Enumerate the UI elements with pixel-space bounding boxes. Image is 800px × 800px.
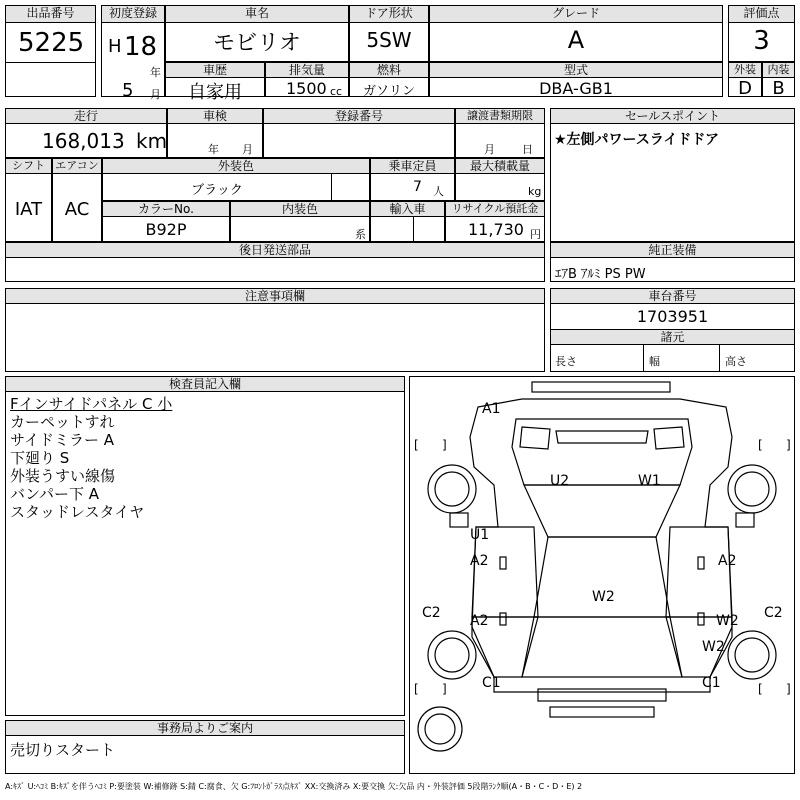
- mark-u1: U1: [470, 527, 490, 543]
- inspector-note: カーペットすれ: [10, 413, 115, 431]
- capacity-unit: 人: [433, 185, 444, 198]
- office-notice-value: 売切りスタート: [10, 741, 116, 759]
- transfer-month-unit: 月: [484, 143, 495, 156]
- later-parts-label: 後日発送部品: [6, 243, 544, 258]
- score-box: [728, 5, 795, 62]
- svg-text:[: [: [414, 682, 419, 696]
- right-rear-handle: [698, 613, 704, 625]
- history-box: [165, 62, 265, 103]
- interior-box: [762, 62, 795, 97]
- displacement-unit: cc: [330, 85, 343, 98]
- exterior-box: [728, 62, 762, 97]
- interior-color-label: 内装色: [231, 202, 369, 217]
- capacity-box: [370, 158, 455, 201]
- inspector-notes-list: [10, 395, 172, 521]
- transfer-day-unit: 日: [522, 143, 533, 156]
- lot-number-label: 出品番号: [6, 6, 95, 23]
- score-label: 評価点: [729, 6, 794, 23]
- svg-text:]: ]: [786, 682, 791, 696]
- car-name-label: 車名: [166, 6, 348, 23]
- shift-label: シフト: [6, 159, 51, 174]
- car-name-box: [165, 5, 349, 62]
- first-registration-box: [101, 5, 165, 101]
- inspection-month-unit: 月: [242, 143, 253, 156]
- shift-value: IAT: [14, 199, 43, 220]
- fuel-box: [349, 62, 429, 97]
- right-mirror: [736, 513, 754, 527]
- grade-box: [429, 5, 723, 62]
- roof-outline: [534, 537, 670, 617]
- capacity-value: 7: [413, 179, 422, 195]
- exterior-color-label: 外装色: [103, 159, 369, 174]
- aircon-label: エアコン: [53, 159, 101, 174]
- interior-color-unit: 系: [355, 228, 366, 241]
- max-load-unit: kg: [528, 185, 542, 198]
- inspection-box: [167, 108, 263, 158]
- inspector-note: Fインサイドパネル C 小: [10, 395, 173, 413]
- inspector-note: バンパー下 A: [10, 485, 99, 503]
- inspector-notes-box: [5, 376, 405, 716]
- front-bumper-outline: [532, 382, 670, 392]
- mark-w2-center: W2: [592, 589, 615, 605]
- mark-c1-left: C1: [482, 675, 501, 691]
- inspection-label: 車検: [168, 109, 262, 124]
- recycle-value: 11,730: [468, 220, 524, 239]
- chassis-value: 1703951: [636, 307, 709, 326]
- history-value: 自家用: [188, 82, 242, 103]
- mark-c2-right: C2: [764, 605, 783, 621]
- inspection-year-unit: 年: [208, 143, 219, 156]
- color-number-box: [102, 201, 230, 242]
- legend-text: A:ｷｽﾞ U:ﾍｺﾐ B:ｷｽﾞを伴うﾍｺﾐ P:要塗装 W:補修跡 S:錆 C:腐食、欠 G:ﾌﾛﾝﾄｶﾞﾗｽ点ｷｽﾞ XX:交換済み X:要交換 欠:欠品 内・外装評価 5段階ﾗﾝｸ順(A・B・C・D・E) 2: [5, 782, 583, 791]
- registration-month: 5: [122, 80, 134, 101]
- damage-diagram-box: [409, 376, 795, 774]
- model-box: [429, 62, 723, 97]
- svg-text:]: ]: [786, 438, 791, 452]
- exterior-value: D: [738, 78, 752, 99]
- mileage-unit: km: [136, 129, 168, 153]
- dimensions-label: 諸元: [551, 329, 794, 345]
- color-number-value: B92P: [145, 220, 187, 239]
- chassis-label: 車台番号: [551, 289, 794, 304]
- recycle-box: [445, 201, 545, 242]
- inspector-note: サイドミラー A: [10, 431, 114, 449]
- mark-w1: W1: [638, 473, 661, 489]
- aircon-value: AC: [64, 199, 90, 220]
- mileage-value: 168,013: [42, 129, 125, 153]
- mark-c2-left: C2: [422, 605, 441, 621]
- door-shape-box: [349, 5, 429, 62]
- mark-a2-left-2: A2: [470, 613, 489, 629]
- rear-bumper-outline: [538, 689, 666, 701]
- import-car-label: 輸入車: [371, 202, 444, 217]
- height-label: 高さ: [725, 355, 747, 368]
- rear-garnish-outline: [550, 707, 654, 717]
- first-registration-label: 初度登録: [102, 6, 164, 23]
- aircon-box: [52, 158, 102, 242]
- grade-value: A: [567, 26, 585, 54]
- mileage-label: 走行: [6, 109, 166, 124]
- svg-text:]: ]: [442, 438, 447, 452]
- windshield-outline: [524, 485, 680, 537]
- max-load-box: [455, 158, 545, 201]
- interior-color-box: [230, 201, 370, 242]
- door-shape-label: ドア形状: [350, 6, 428, 23]
- right-front-door: [666, 527, 732, 617]
- exterior-color-box: [102, 158, 370, 201]
- fuel-value: ガソリン: [362, 84, 415, 99]
- inspector-note: 外装うすい線傷: [10, 467, 116, 485]
- recycle-label: リサイクル預託金: [446, 202, 544, 217]
- svg-text:]: ]: [442, 682, 447, 696]
- door-shape-value: 5SW: [366, 28, 412, 52]
- office-notice-box: [5, 720, 405, 774]
- notes-box: [5, 288, 545, 372]
- transfer-deadline-box: [455, 108, 545, 158]
- sales-point-box: [550, 108, 795, 242]
- import-car-box: [370, 201, 445, 242]
- max-load-label: 最大積載量: [456, 159, 544, 174]
- registration-number-box: [263, 108, 455, 158]
- equipment-value: ｴｱB ｱﾙﾐ PS PW: [555, 267, 646, 282]
- rear-window-outline: [522, 617, 682, 677]
- mark-w2-right-2: W2: [702, 639, 725, 655]
- length-label: 長さ: [555, 355, 577, 368]
- mark-c1-right: C1: [702, 675, 721, 691]
- lot-number-value: 5225: [18, 28, 85, 58]
- equipment-label: 純正装備: [551, 243, 794, 258]
- era-mark: H: [108, 36, 122, 57]
- model-label: 型式: [430, 63, 722, 78]
- right-front-handle: [698, 557, 704, 569]
- interior-value: B: [772, 78, 785, 99]
- month-unit: 月: [150, 88, 161, 101]
- equipment-box: [550, 242, 795, 282]
- transfer-deadline-label: 譲渡書類期限: [456, 109, 544, 124]
- office-notice-label: 事務局よりご案内: [6, 721, 404, 736]
- svg-text:[: [: [414, 438, 419, 452]
- displacement-box: [265, 62, 349, 97]
- mark-u2: U2: [550, 473, 570, 489]
- displacement-label: 排気量: [266, 63, 348, 78]
- mark-a1: A1: [482, 401, 501, 417]
- sales-point-value: ★左側パワースライドドア: [554, 132, 720, 148]
- history-label: 車歴: [166, 63, 264, 78]
- chassis-box: [550, 288, 795, 372]
- width-label: 幅: [649, 355, 660, 368]
- shift-box: [5, 158, 52, 242]
- inspector-note: 下廻り S: [10, 449, 70, 467]
- recycle-unit: 円: [530, 228, 541, 241]
- later-parts-box: [5, 242, 545, 282]
- svg-text:[: [: [758, 438, 763, 452]
- left-mirror: [450, 513, 468, 527]
- grade-label: グレード: [430, 6, 722, 23]
- car-diagram: [410, 377, 794, 773]
- year-unit: 年: [150, 66, 161, 79]
- registration-year: 18: [124, 32, 158, 62]
- color-number-label: カラーNo.: [103, 202, 229, 217]
- registration-number-label: 登録番号: [264, 109, 454, 124]
- mark-w2-right-1: W2: [716, 613, 739, 629]
- lot-number-box: [5, 5, 96, 97]
- displacement-value: 1500: [286, 79, 327, 98]
- exterior-label: 外装: [729, 63, 761, 78]
- sales-point-label: セールスポイント: [551, 109, 794, 124]
- mark-a2-right: A2: [718, 553, 737, 569]
- right-headlight: [654, 427, 684, 449]
- score-value: 3: [753, 26, 770, 56]
- hood-outline: [512, 419, 692, 485]
- model-value: DBA-GB1: [539, 79, 613, 98]
- mileage-box: [5, 108, 167, 158]
- left-headlight: [520, 427, 550, 449]
- notes-label: 注意事項欄: [6, 289, 544, 304]
- mark-a2-left-1: A2: [470, 553, 489, 569]
- inspector-notes-label: 検査員記入欄: [6, 377, 404, 392]
- svg-text:[: [: [758, 682, 763, 696]
- fuel-label: 燃料: [350, 63, 428, 78]
- left-rear-handle: [500, 613, 506, 625]
- grille: [556, 431, 648, 443]
- inspector-note: スタッドレスタイヤ: [10, 503, 145, 521]
- exterior-color-value: ブラック: [191, 183, 243, 198]
- capacity-label: 乗車定員: [371, 159, 454, 174]
- car-name-value: モビリオ: [213, 31, 301, 56]
- left-front-handle: [500, 557, 506, 569]
- interior-label: 内装: [763, 63, 794, 78]
